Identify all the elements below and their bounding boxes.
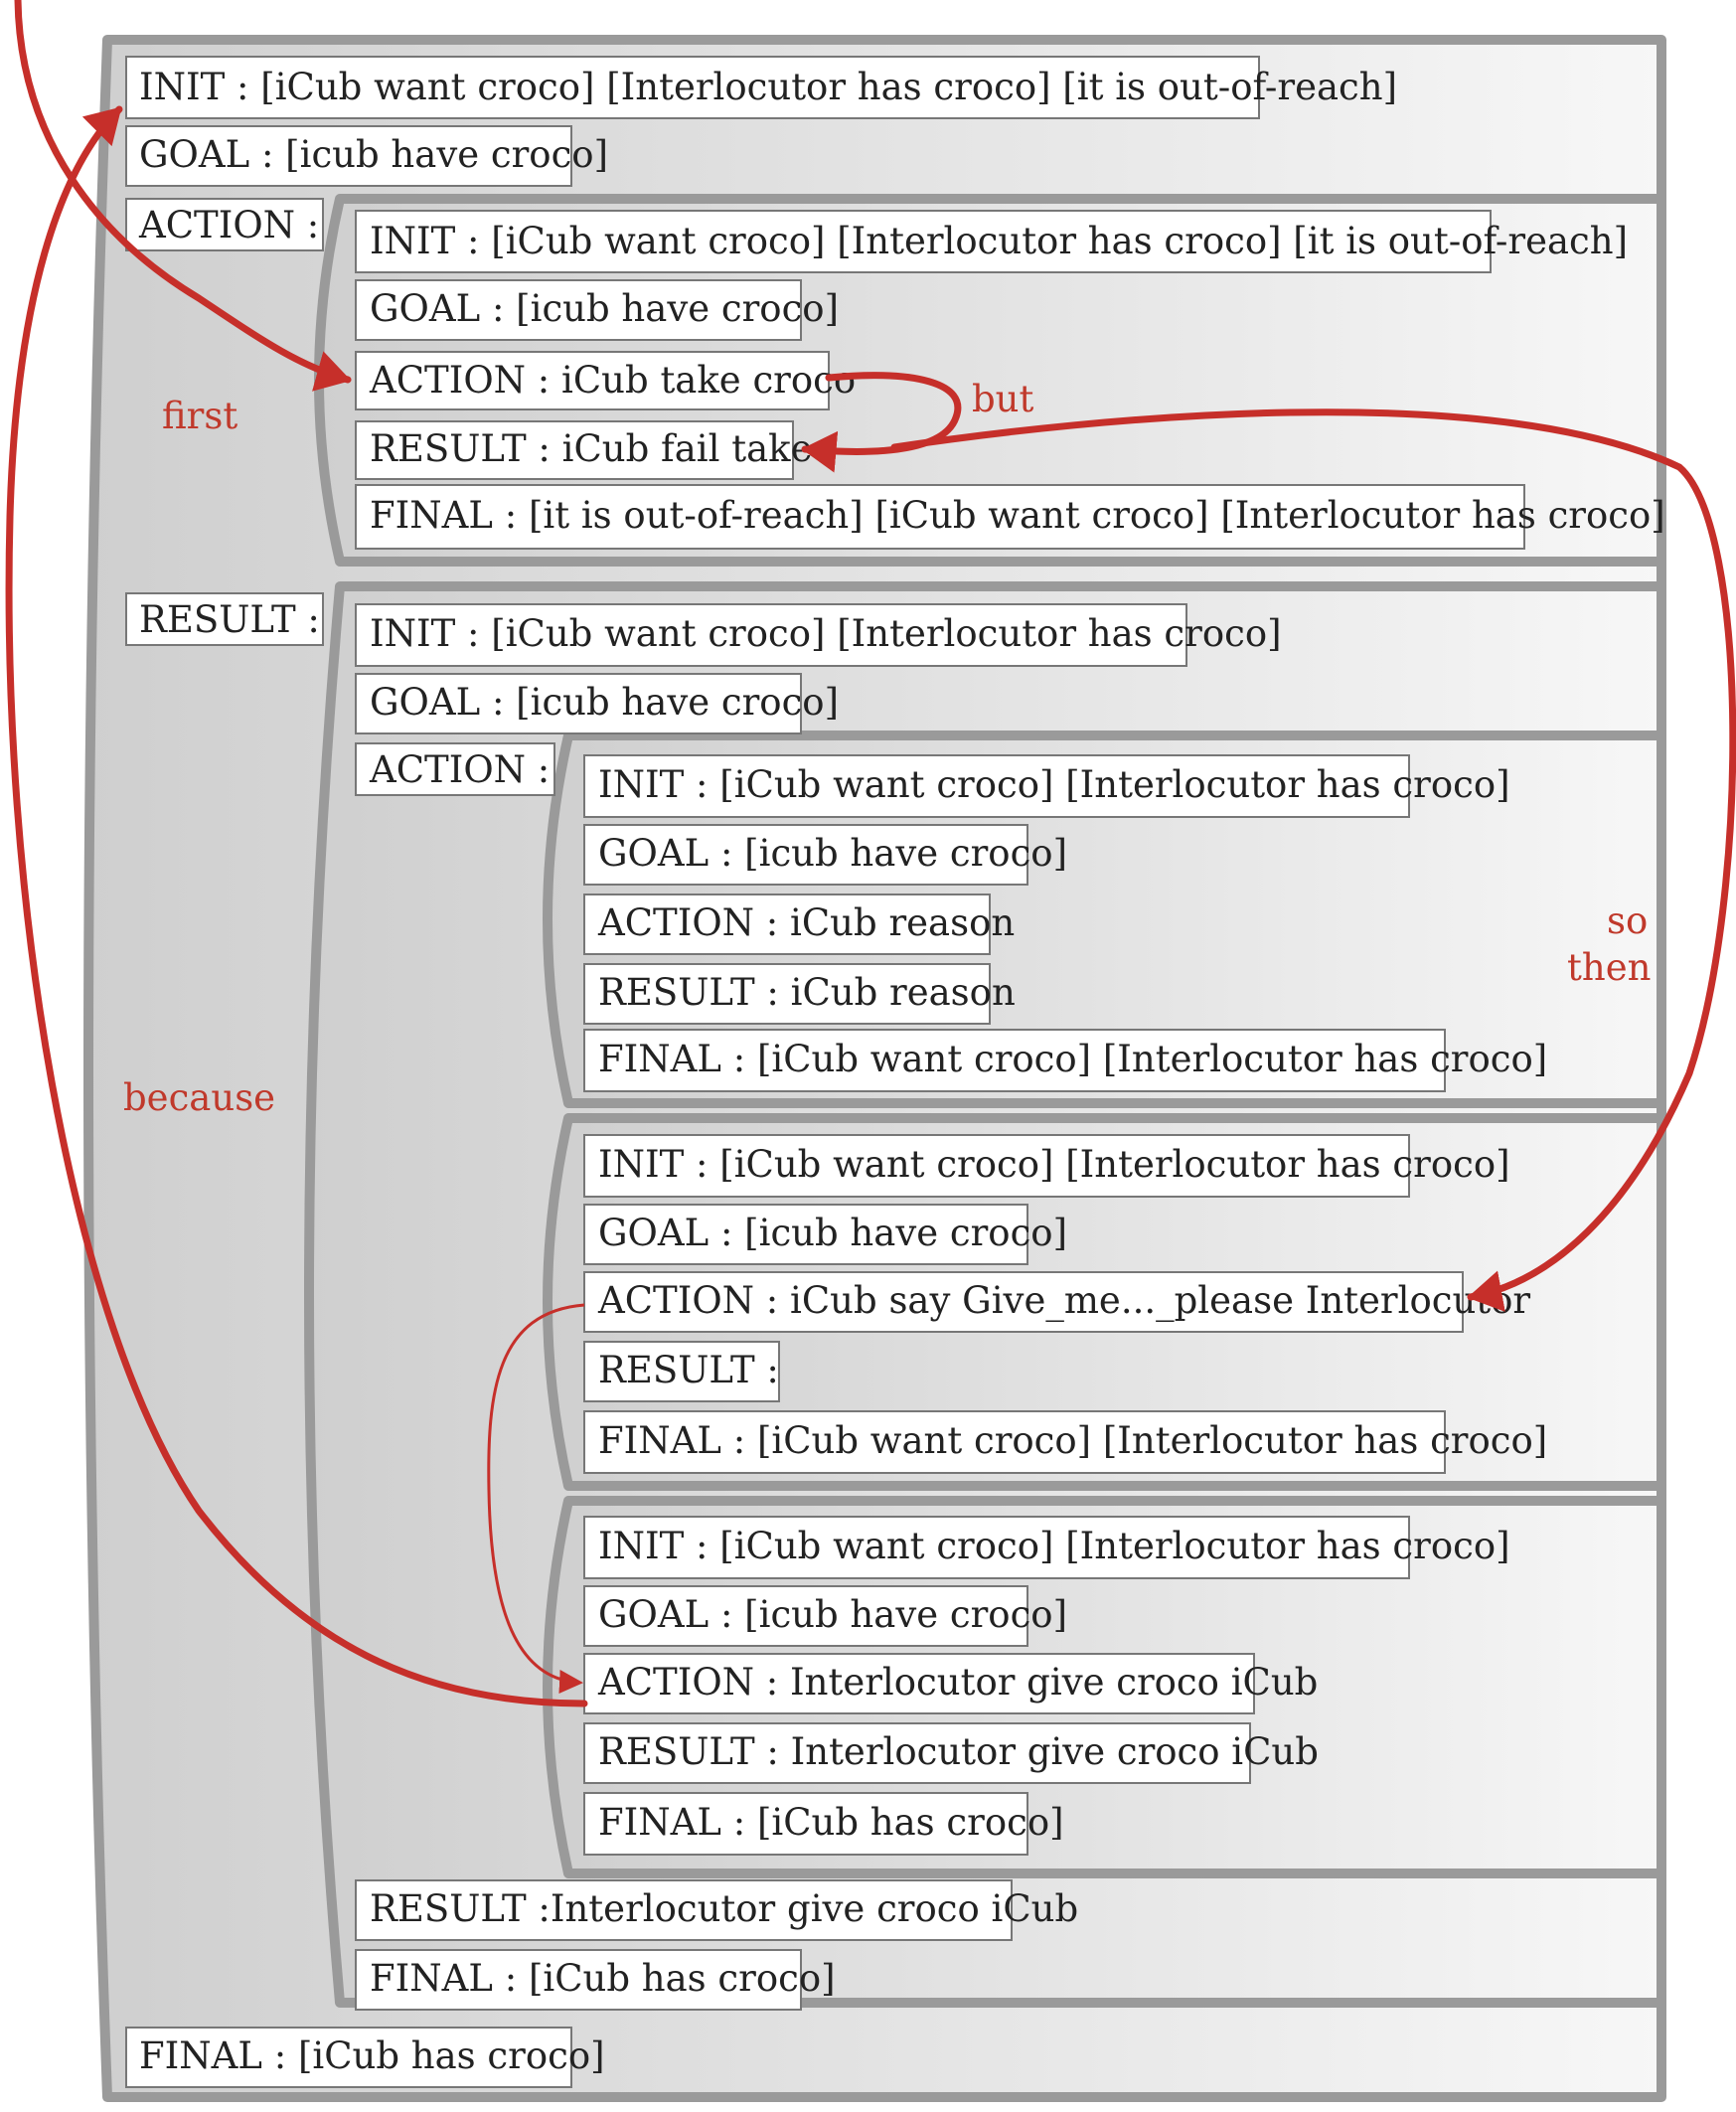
- sub1-result-box: [584, 964, 1016, 1024]
- sub3-result-text: RESULT : Interlocutor give croco iCub: [598, 1730, 1319, 1773]
- sub3-result-box: [584, 1723, 1319, 1783]
- sub2-action-box: [584, 1272, 1530, 1332]
- sub2-action-text: ACTION : iCub say Give_me..._please Interlocutor: [598, 1279, 1531, 1322]
- outer-goal-text: GOAL : [icub have croco]: [139, 133, 609, 176]
- sub1-goal-box: [584, 825, 1067, 885]
- result-block-action-label: ACTION :: [370, 748, 551, 791]
- first-label: first: [162, 395, 238, 437]
- result-block-final-text: FINAL : [iCub has croco]: [370, 1957, 836, 2000]
- outer-final-text: FINAL : [iCub has croco]: [139, 2034, 605, 2077]
- sub1-action-text: ACTION : iCub reason: [598, 901, 1016, 944]
- outer-action-label-box: [126, 199, 323, 250]
- sub3-final-box: [584, 1793, 1064, 1855]
- action-block-result-box: [356, 421, 812, 479]
- result-block-init-text: INIT : [iCub want croco] [Interlocutor has croco]: [370, 612, 1282, 655]
- result-block-final-box: [356, 1950, 836, 2010]
- then-label: then: [1567, 946, 1652, 989]
- sub1-final-text: FINAL : [iCub want croco] [Interlocutor has croco]: [598, 1038, 1548, 1080]
- sub3-final-text: FINAL : [iCub has croco]: [598, 1801, 1064, 1844]
- result-block-goal-box: [356, 674, 839, 733]
- sub2-final-box: [584, 1411, 1547, 1473]
- result-block-result-text: RESULT :Interlocutor give croco iCub: [370, 1887, 1079, 1930]
- sub3-init-text: INIT : [iCub want croco] [Interlocutor has croco]: [598, 1525, 1510, 1567]
- sub1-result-text: RESULT : iCub reason: [598, 971, 1016, 1014]
- result-block-goal-text: GOAL : [icub have croco]: [370, 681, 840, 724]
- action-block-final-text: FINAL : [it is out-of-reach] [iCub want croco] [Interlocutor has croco]: [370, 494, 1665, 537]
- action-block-goal-box: [356, 280, 839, 340]
- because-label: because: [123, 1076, 276, 1119]
- action-block-goal-text: GOAL : [icub have croco]: [370, 287, 840, 330]
- sub3-goal-box: [584, 1586, 1067, 1646]
- sub3-init-box: [584, 1517, 1510, 1578]
- outer-result-label: RESULT :: [139, 598, 320, 641]
- sub2-goal-box: [584, 1205, 1067, 1264]
- sub2-result-box: [584, 1342, 779, 1401]
- result-block-result-box: [356, 1880, 1078, 1940]
- so-label: so: [1607, 899, 1649, 942]
- sub1-goal-text: GOAL : [icub have croco]: [598, 832, 1068, 875]
- sub1-final-box: [584, 1030, 1547, 1091]
- sub1-init-text: INIT : [iCub want croco] [Interlocutor has croco]: [598, 763, 1510, 806]
- action-block-result-text: RESULT : iCub fail take: [370, 427, 813, 470]
- action-block-init-text: INIT : [iCub want croco] [Interlocutor has croco] [it is out-of-reach]: [370, 220, 1629, 262]
- outer-init-box: [126, 57, 1397, 118]
- outer-action-label: ACTION :: [139, 204, 320, 246]
- sub2-init-box: [584, 1135, 1510, 1197]
- sub2-init-text: INIT : [iCub want croco] [Interlocutor has croco]: [598, 1143, 1510, 1186]
- but-label: but: [972, 378, 1034, 420]
- sub2-result-text: RESULT :: [598, 1349, 779, 1391]
- action-block-action-box: [356, 352, 856, 409]
- sub2-final-text: FINAL : [iCub want croco] [Interlocutor has croco]: [598, 1419, 1548, 1462]
- sub2-goal-text: GOAL : [icub have croco]: [598, 1212, 1068, 1254]
- sub3-goal-text: GOAL : [icub have croco]: [598, 1593, 1068, 1636]
- sub1-action-box: [584, 894, 1015, 954]
- sub3-action-box: [584, 1654, 1318, 1713]
- action-block-final-box: [356, 485, 1665, 549]
- outer-final-box: [126, 2028, 605, 2087]
- action-block-init-box: [356, 211, 1628, 272]
- outer-result-label-box: [126, 593, 323, 645]
- outer-goal-box: [126, 126, 608, 186]
- sub1-init-box: [584, 755, 1510, 817]
- outer-init-text: INIT : [iCub want croco] [Interlocutor has croco] [it is out-of-reach]: [139, 66, 1398, 108]
- sub3-action-text: ACTION : Interlocutor give croco iCub: [598, 1661, 1319, 1704]
- result-block-action-label-box: [356, 743, 554, 795]
- action-block-action-text: ACTION : iCub take croco: [370, 359, 857, 402]
- result-block-init-box: [356, 604, 1282, 666]
